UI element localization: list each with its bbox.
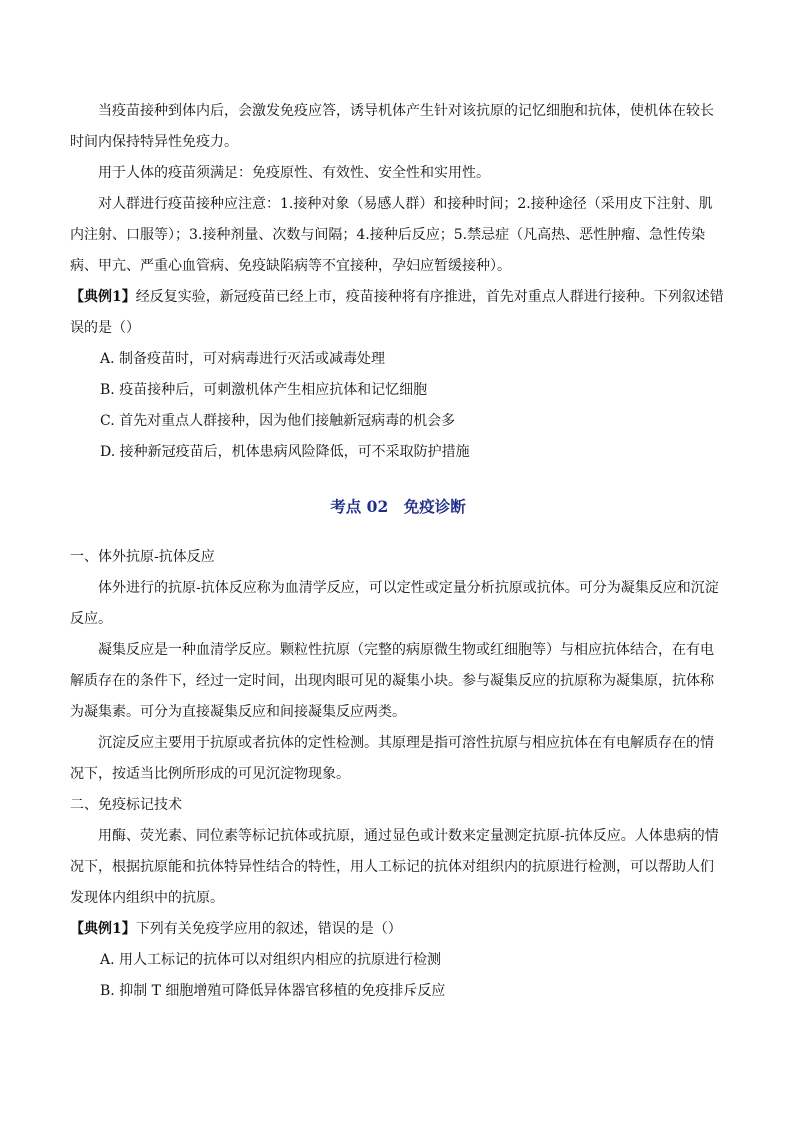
- example-2-text: 下列有关免疫学应用的叙述，错误的是（）: [135, 921, 402, 937]
- example-2-option-a: A. 用人工标记的抗体可以对组织内相应的抗原进行检测: [100, 952, 442, 968]
- section-heading: 考点 02 免疫诊断: [330, 497, 466, 516]
- section-2-title: 二、免疫标记技术: [70, 797, 182, 813]
- example-2-question: [70, 914, 726, 945]
- example-2-option-b: B. 抑制 T 细胞增殖可降低异体器官移植的免疫排斥反应: [100, 983, 446, 999]
- document-page: [70, 96, 726, 1007]
- section-1-paragraph-2: 凝集反应是一种血清学反应。颗粒性抗原（完整的病原微生物或红细胞等）与相应抗体结合，在有电解质存在的条件下，经过一定时间，出现肉眼可见的凝集小块。参与凝集反应的抗原称为凝集原，抗体称为凝集素。可分为直接凝集反应和间接凝集反应两类。: [70, 642, 714, 720]
- example-2-label: 【典例1】: [70, 921, 136, 937]
- example-1-option-a: A. 制备疫苗时，可对病毒进行灭活或减毒处理: [100, 351, 386, 367]
- example-1-option-c: C. 首先对重点人群接种，因为他们接触新冠病毒的机会多: [100, 413, 456, 429]
- section-2-paragraph-1: 用酶、荧光素、同位素等标记抗体或抗原，通过显色或计数来定量测定抗原-抗体反应。人体患病的情况下，根据抗原能和抗体特异性结合的特性，用人工标记的抗体对组织内的抗原进行检测，可以帮助人们发现体内组织中的抗原。: [70, 828, 719, 906]
- example-1-text: 经反复实验，新冠疫苗已经上市，疫苗接种将有序推进，首先对重点人群进行接种。下列叙述错误的是（）: [70, 289, 724, 336]
- example-1-option-b: B. 疫苗接种后，可刺激机体产生相应抗体和记忆细胞: [100, 382, 428, 398]
- section-1-paragraph-1: 体外进行的抗原-抗体反应称为血清学反应，可以定性或定量分析抗原或抗体。可分为凝集反应和沉淀反应。: [70, 580, 719, 627]
- example-1-label: 【典例1】: [70, 289, 136, 305]
- vaccine-paragraph-3: 对人群进行疫苗接种应注意：1.接种对象（易感人群）和接种时间；2.接种途径（采用皮下注射、肌内注射、口服等）；3.接种剂量、次数与间隔；4.接种后反应；5.禁忌症（凡高热、恶性肿瘤、急性传染病、甲亢、严重心血管病、免疫缺陷病等不宜接种，孕妇应暂缓接种）。: [70, 196, 713, 274]
- section-1-title: 一、体外抗原-抗体反应: [70, 549, 215, 565]
- section-1-paragraph-3: 沉淀反应主要用于抗原或者抗体的定性检测。其原理是指可溶性抗原与相应抗体在有电解质存在的情况下，按适当比例所形成的可见沉淀物现象。: [70, 735, 714, 782]
- vaccine-paragraph-1: 当疫苗接种到体内后，会激发免疫应答，诱导机体产生针对该抗原的记忆细胞和抗体，使机体在较长时间内保持特异性免疫力。: [70, 103, 714, 150]
- vaccine-paragraph-2: 用于人体的疫苗须满足：免疫原性、有效性、安全性和实用性。: [98, 165, 490, 181]
- example-1-option-d: D. 接种新冠疫苗后，机体患病风险降低，可不采取防护措施: [100, 444, 470, 460]
- example-1-question: [70, 282, 726, 344]
